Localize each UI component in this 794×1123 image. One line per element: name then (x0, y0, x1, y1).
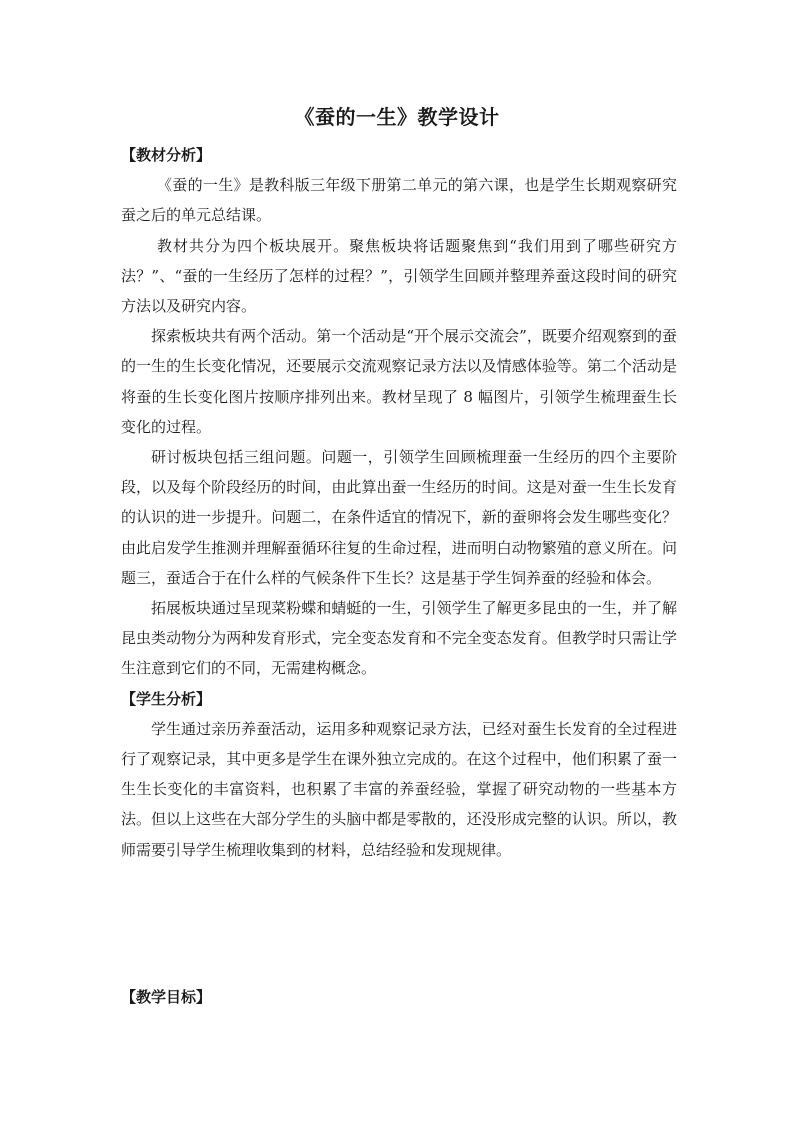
paragraph: 教材共分为四个板块展开。聚焦板块将话题聚焦到“我们用到了哪些研究方法？”、“蚕的一生经历了怎样的过程？”，引领学生回顾并整理养蚕这段时间的研究方法以及研究内容。 (121, 236, 677, 316)
paragraph: 探索板块共有两个活动。第一个活动是“开个展示交流会”，既要介绍观察到的蚕的一生的生长变化情况，还要展示交流观察记录方法以及情感体验等。第二个活动是将蚕的生长变化图片按顺序排列出来。教材呈现了 8 幅图片，引领学生梳理蚕生长变化的过程。 (121, 327, 677, 436)
paragraph: 拓展板块通过呈现菜粉蝶和蜻蜓的一生，引领学生了解更多昆虫的一生，并了解昆虫类动物分为两种发育形式，完全变态发育和不完全变态发育。但教学时只需让学生注意到它们的不同，无需建构概念。 (121, 599, 677, 678)
paragraph: 学生通过亲历养蚕活动，运用多种观察记录方法，已经对蚕生长发育的全过程进行了观察记录，其中更多是学生在课外独立完成的。在这个过程中，他们积累了蚕一生生长变化的丰富资料，也积累了丰富的养蚕经验，掌握了研究动物的一些基本方法。但以上这些在大部分学生的头脑中都是零散的，还没形成完整的认识。所以，教师需要引导学生梳理收集到的材料，总结经验和发现规律。 (121, 719, 677, 859)
document-title: 《蚕的一生》教学设计 (294, 105, 500, 129)
section-heading-teaching-goals: 【教学目标】 (121, 988, 212, 1006)
paragraph: 《蚕的一生》是教科版三年级下册第二单元的第六课，也是学生长期观察研究蚕之后的单元总结课。 (121, 176, 677, 225)
paragraph: 研讨板块包括三组问题。问题一，引领学生回顾梳理蚕一生经历的四个主要阶段，以及每个阶段经历的时间，由此算出蚕一生经历的时间。这是对蚕一生生长发育的认识的进一步提升。问题二，在条件适宜的情况下，新的蚕卵将会发生哪些变化？由此启发学生推测并理解蚕循环往复的生命过程，进而明白动物繁殖的意义所在。问题三，蚕适合于在什么样的气候条件下生长？这是基于学生饲养蚕的经验和体会。 (121, 448, 677, 587)
section-heading-textbook-analysis: 【教材分析】 (121, 146, 212, 164)
document-body (121, 140, 677, 865)
section-heading-student-analysis: 【学生分析】 (121, 689, 212, 708)
